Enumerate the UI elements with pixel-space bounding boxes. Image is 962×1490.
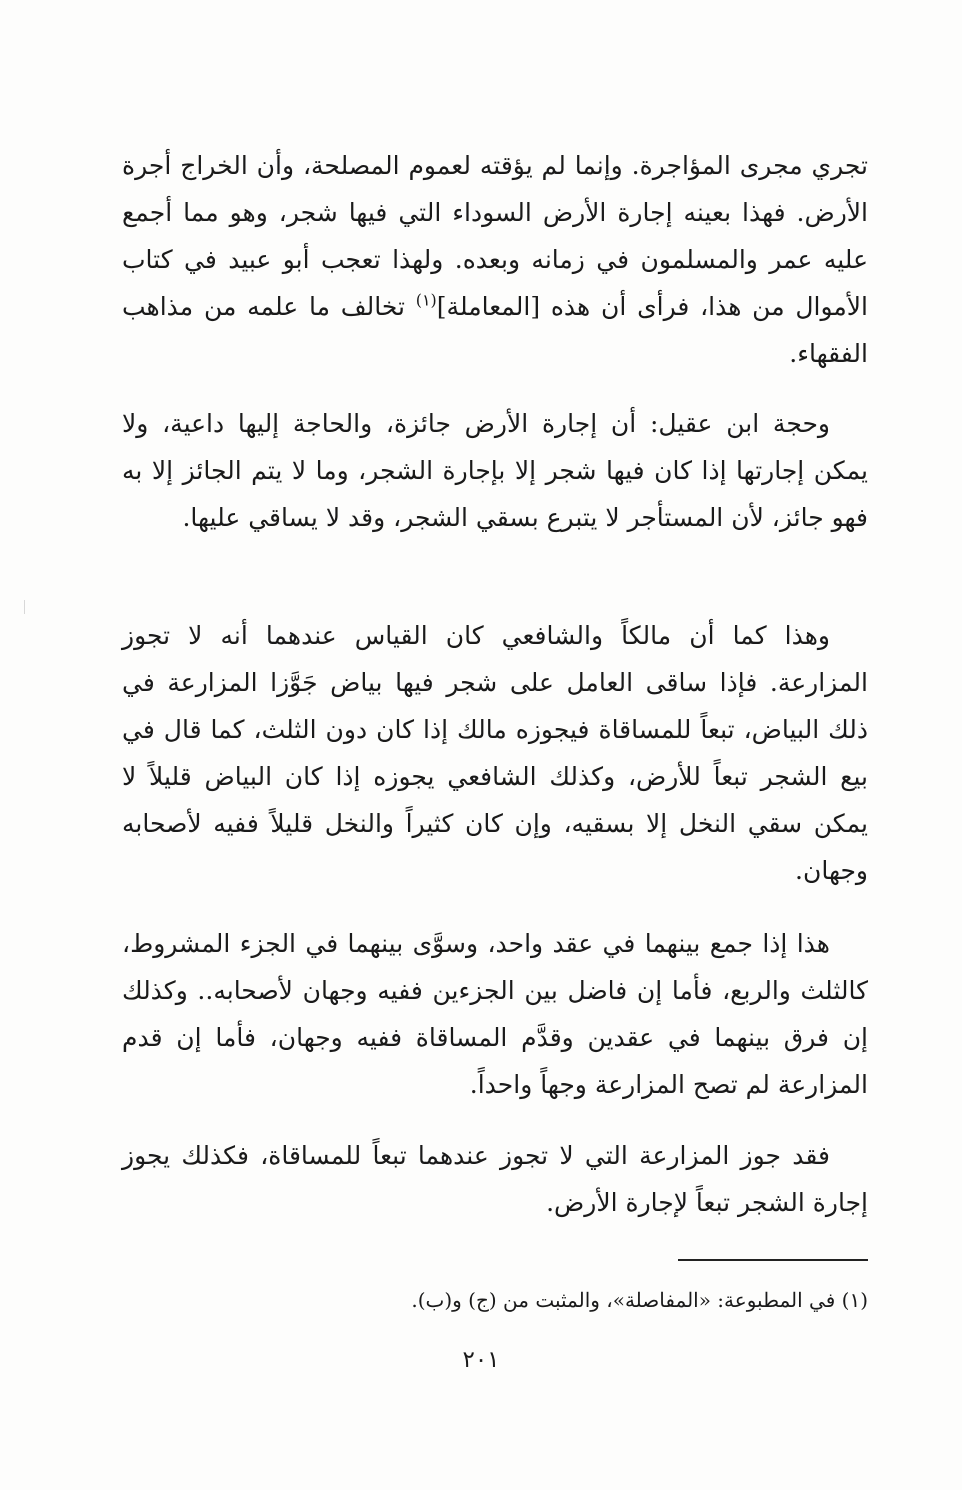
- paragraph-3: [122, 612, 868, 894]
- scan-edge-mark: [24, 600, 25, 614]
- paragraph-4-text: هذا إذا جمع بينهما في عقد واحد، وسوَّى بينهما في الجزء المشروط، كالثلث والربع، فأما إن فاضل بين الجزءين ففيه وجهان لأصحابه.. وكذلك إن فرق بينهما في عقدين وقدَّم المساقاة ففيه وجهان، فأما إن قدم المزارعة لم تصح المزارعة وجهاً واحداً.: [122, 929, 868, 1099]
- paragraph-5: [122, 1132, 868, 1226]
- paragraph-4: [122, 920, 868, 1108]
- page-number: ٢٠١: [462, 1347, 500, 1373]
- paragraph-3-text: وهذا كما أن مالكاً والشافعي كان القياس عندهما أنه لا تجوز المزارعة. فإذا ساقى العامل على شجر فيها بياض جَوَّزا المزارعة في ذلك البياض، تبعاً للمساقاة فيجوزه مالك إذا كان دون الثلث، كما قال في بيع الشجر تبعاً للأرض، وكذلك الشافعي يجوزه إذا كان البياض قليلاً لا يمكن سقي النخل إلا بسقيه، وإن كان كثيراً والنخل قليلاً ففيه لأصحابه وجهان.: [122, 621, 868, 885]
- paragraph-2-text: وحجة ابن عقيل: أن إجارة الأرض جائزة، والحاجة إليها داعية، ولا يمكن إجارتها إذا كان فيها شجر إلا بإجارة الشجر، وما لا يتم الجائز إلا به فهو جائز، لأن المستأجر لا يتبرع بسقي الشجر، وقد لا يساقي عليها.: [122, 409, 868, 532]
- paragraph-1: [122, 142, 868, 377]
- paragraph-2: [122, 400, 868, 541]
- paragraph-5-text: فقد جوز المزارعة التي لا تجوز عندهما تبعاً للمساقاة، فكذلك يجوز إجارة الشجر تبعاً لإجارة الأرض.: [122, 1141, 868, 1217]
- footnote: (١) في المطبوعة: «المفاصلة»، والمثبت من (ج) و(ب).: [411, 1288, 868, 1312]
- paragraph-1-text: تجري مجرى المؤاجرة. وإنما لم يؤقته لعموم المصلحة، وأن الخراج أجرة الأرض. فهذا بعينه إجارة الأرض السوداء التي فيها شجر، وهو مما أجمع عليه عمر والمسلمون في زمانه وبعده. ولهذا تعجب أبو عبيد في كتاب الأموال من هذا، فرأى أن هذه [المعاملة]: [122, 151, 868, 321]
- footnote-reference[interactable]: (١): [415, 290, 437, 310]
- paragraph-1-text-continued: تخالف ما علمه من مذاهب الفقهاء.: [122, 292, 868, 368]
- footnote-divider: [678, 1259, 868, 1261]
